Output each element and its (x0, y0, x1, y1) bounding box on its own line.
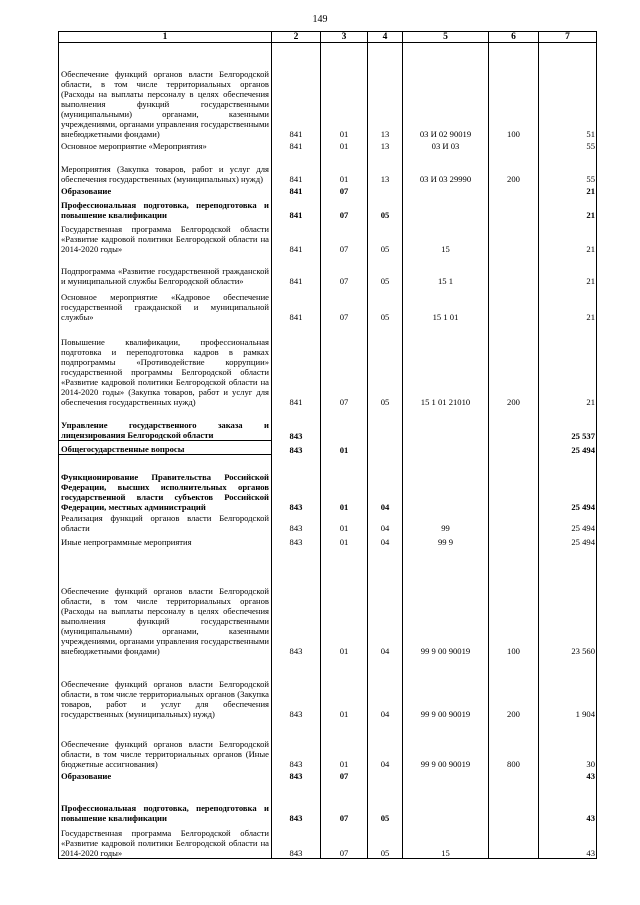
row-subsection (368, 407, 403, 441)
table-row (59, 196, 597, 220)
row-description: Функционирование Правительства Российской Федерации, высших исполнительных органов государственной власти субъектов Российской Федерации, местных администраций (59, 455, 272, 512)
row-description: Реализация функций органов власти Белгородской области (59, 512, 272, 533)
table-row (59, 220, 597, 254)
row-admin-code: 843 (272, 512, 321, 533)
row-expense-type (489, 781, 539, 823)
row-target-article: 99 9 (403, 533, 489, 547)
row-description: Государственная программа Белгородской области «Развитие кадровой политики Белгородской области на 2014-2020 годы» (59, 220, 272, 254)
row-amount: 55 (539, 139, 597, 151)
header-row (59, 32, 597, 43)
row-target-article: 03 И 03 (403, 139, 489, 151)
row-section: 01 (321, 139, 368, 151)
row-admin-code: 843 (272, 407, 321, 441)
row-subsection: 05 (368, 322, 403, 407)
row-expense-type (489, 139, 539, 151)
row-expense-type (489, 769, 539, 781)
row-expense-type (489, 455, 539, 512)
row-expense-type: 100 (489, 43, 539, 139)
row-expense-type: 100 (489, 547, 539, 656)
row-target-article: 99 9 00 90019 (403, 719, 489, 769)
row-section: 01 (321, 533, 368, 547)
row-amount: 30 (539, 719, 597, 769)
row-amount: 21 (539, 220, 597, 254)
row-section: 01 (321, 455, 368, 512)
row-subsection: 05 (368, 220, 403, 254)
row-expense-type (489, 220, 539, 254)
row-section: 07 (321, 781, 368, 823)
row-target-article: 15 (403, 220, 489, 254)
row-target-article (403, 781, 489, 823)
row-subsection (368, 441, 403, 455)
row-admin-code: 843 (272, 656, 321, 719)
row-admin-code: 843 (272, 547, 321, 656)
row-admin-code: 841 (272, 196, 321, 220)
row-admin-code: 841 (272, 139, 321, 151)
table-row (59, 455, 597, 512)
row-admin-code: 843 (272, 533, 321, 547)
row-amount: 55 (539, 151, 597, 184)
row-description: Общегосударственные вопросы (59, 441, 272, 455)
row-admin-code: 841 (272, 220, 321, 254)
row-section: 01 (321, 441, 368, 455)
row-amount: 25 494 (539, 533, 597, 547)
row-description: Иные непрограммные мероприятия (59, 533, 272, 547)
row-admin-code: 841 (272, 322, 321, 407)
row-subsection: 05 (368, 781, 403, 823)
row-description: Государственная программа Белгородской области «Развитие кадровой политики Белгородской области на 2014-2020 годы» (59, 823, 272, 859)
row-amount: 51 (539, 43, 597, 139)
table-row (59, 533, 597, 547)
table-row (59, 139, 597, 151)
row-target-article (403, 769, 489, 781)
row-target-article (403, 184, 489, 196)
header-col-4: 4 (368, 32, 403, 43)
row-expense-type (489, 407, 539, 441)
row-section: 07 (321, 196, 368, 220)
row-subsection: 05 (368, 254, 403, 286)
row-subsection: 05 (368, 286, 403, 322)
row-amount: 25 537 (539, 407, 597, 441)
row-description: Основное мероприятие «Кадровое обеспечение государственной гражданской и муниципальной службы» (59, 286, 272, 322)
row-description: Обеспечение функций органов власти Белгородской области, в том числе территориальных органов (Расходы на выплаты персоналу в целях обеспечения выполнения функций государственными (муниципальными) органами, казенными учреждениями, органами управления государственными внебюджетными фондами) (59, 547, 272, 656)
row-expense-type (489, 196, 539, 220)
row-expense-type (489, 184, 539, 196)
row-subsection: 04 (368, 512, 403, 533)
row-subsection: 04 (368, 455, 403, 512)
table-row (59, 512, 597, 533)
row-amount: 43 (539, 769, 597, 781)
table-row (59, 441, 597, 455)
row-expense-type: 200 (489, 322, 539, 407)
row-admin-code: 841 (272, 184, 321, 196)
table-row (59, 254, 597, 286)
row-description: Мероприятия (Закупка товаров, работ и услуг для обеспечения государственных (муниципальных) нужд) (59, 151, 272, 184)
row-section: 01 (321, 512, 368, 533)
row-description: Обеспечение функций органов власти Белгородской области, в том числе территориальных органов (Расходы на выплаты персоналу в целях обеспечения выполнения функций государственными (муниципальными) органами, казенными учреждениями, органами управления государственными внебюджетными фондами) (59, 43, 272, 139)
row-subsection: 05 (368, 196, 403, 220)
row-section: 01 (321, 656, 368, 719)
row-admin-code: 841 (272, 151, 321, 184)
row-section: 01 (321, 43, 368, 139)
table-row (59, 43, 597, 139)
budget-table (58, 31, 597, 859)
row-description: Образование (59, 184, 272, 196)
header-col-3: 3 (321, 32, 368, 43)
table-row (59, 769, 597, 781)
row-description: Профессиональная подготовка, переподготовка и повышение квалификации (59, 781, 272, 823)
row-target-article (403, 196, 489, 220)
row-section: 07 (321, 769, 368, 781)
row-target-article: 03 И 03 29990 (403, 151, 489, 184)
row-target-article: 15 1 01 (403, 286, 489, 322)
row-section: 01 (321, 719, 368, 769)
table-row (59, 719, 597, 769)
row-admin-code: 843 (272, 455, 321, 512)
table-row (59, 286, 597, 322)
row-amount: 1 904 (539, 656, 597, 719)
row-subsection (368, 769, 403, 781)
row-admin-code: 843 (272, 823, 321, 859)
row-expense-type (489, 823, 539, 859)
row-expense-type (489, 533, 539, 547)
table-row (59, 656, 597, 719)
row-section: 07 (321, 184, 368, 196)
table-row (59, 184, 597, 196)
row-amount: 21 (539, 184, 597, 196)
row-subsection: 04 (368, 719, 403, 769)
row-amount: 23 560 (539, 547, 597, 656)
row-expense-type (489, 512, 539, 533)
row-section: 01 (321, 547, 368, 656)
page-number: 149 (312, 14, 328, 25)
row-target-article (403, 455, 489, 512)
header-col-2: 2 (272, 32, 321, 43)
row-admin-code: 841 (272, 43, 321, 139)
row-amount: 25 494 (539, 455, 597, 512)
table-row (59, 407, 597, 441)
row-amount: 43 (539, 823, 597, 859)
table-row (59, 823, 597, 859)
row-section: 07 (321, 322, 368, 407)
row-target-article: 15 (403, 823, 489, 859)
table-row (59, 781, 597, 823)
row-description: Обеспечение функций органов власти Белгородской области, в том числе территориальных органов (Закупка товаров, работ и услуг для обеспечения государственных (муниципальных) нужд) (59, 656, 272, 719)
row-amount: 25 494 (539, 512, 597, 533)
header-col-6: 6 (489, 32, 539, 43)
row-description: Основное мероприятие «Мероприятия» (59, 139, 272, 151)
row-target-article: 03 И 02 90019 (403, 43, 489, 139)
row-expense-type (489, 286, 539, 322)
row-expense-type: 200 (489, 151, 539, 184)
row-section (321, 407, 368, 441)
row-target-article: 15 1 01 21010 (403, 322, 489, 407)
row-section: 01 (321, 151, 368, 184)
row-section: 07 (321, 220, 368, 254)
row-amount: 21 (539, 196, 597, 220)
row-expense-type: 200 (489, 656, 539, 719)
row-subsection: 04 (368, 533, 403, 547)
row-target-article: 99 (403, 512, 489, 533)
header-col-1: 1 (59, 32, 272, 43)
row-expense-type: 800 (489, 719, 539, 769)
row-target-article (403, 407, 489, 441)
row-expense-type (489, 254, 539, 286)
row-subsection (368, 184, 403, 196)
row-amount: 25 494 (539, 441, 597, 455)
row-admin-code: 843 (272, 719, 321, 769)
row-admin-code: 843 (272, 769, 321, 781)
row-subsection: 13 (368, 151, 403, 184)
row-subsection: 04 (368, 656, 403, 719)
row-description: Подпрограмма «Развитие государственной гражданской и муниципальной службы Белгородской области» (59, 254, 272, 286)
row-target-article: 99 9 00 90019 (403, 656, 489, 719)
row-subsection: 13 (368, 139, 403, 151)
table-row (59, 151, 597, 184)
row-section: 07 (321, 286, 368, 322)
row-section: 07 (321, 254, 368, 286)
row-admin-code: 841 (272, 254, 321, 286)
row-description: Профессиональная подготовка, переподготовка и повышение квалификации (59, 196, 272, 220)
row-subsection: 13 (368, 43, 403, 139)
row-description: Образование (59, 769, 272, 781)
row-amount: 21 (539, 322, 597, 407)
row-admin-code: 841 (272, 286, 321, 322)
row-subsection: 04 (368, 547, 403, 656)
row-description: Управление государственного заказа и лицензирования Белгородской области (59, 407, 272, 441)
table-body (59, 43, 597, 859)
row-description: Повышение квалификации, профессиональная подготовка и переподготовка кадров в рамках подпрограммы «Противодействие коррупции» государственной программы Белгородской области «Развитие кадровой политики Белгородской области на 2014-2020 годы» (Закупка товаров, работ и услуг для обеспечения государственных нужд) (59, 322, 272, 407)
row-subsection: 05 (368, 823, 403, 859)
row-amount: 21 (539, 286, 597, 322)
table-row (59, 547, 597, 656)
header-col-7: 7 (539, 32, 597, 43)
row-admin-code: 843 (272, 441, 321, 455)
row-section: 07 (321, 823, 368, 859)
row-target-article: 99 9 00 90019 (403, 547, 489, 656)
row-target-article (403, 441, 489, 455)
header-col-5: 5 (403, 32, 489, 43)
row-amount: 43 (539, 781, 597, 823)
table-row (59, 322, 597, 407)
row-target-article: 15 1 (403, 254, 489, 286)
row-amount: 21 (539, 254, 597, 286)
row-admin-code: 843 (272, 781, 321, 823)
row-description: Обеспечение функций органов власти Белгородской области, в том числе территориальных органов (Иные бюджетные ассигнования) (59, 719, 272, 769)
row-expense-type (489, 441, 539, 455)
